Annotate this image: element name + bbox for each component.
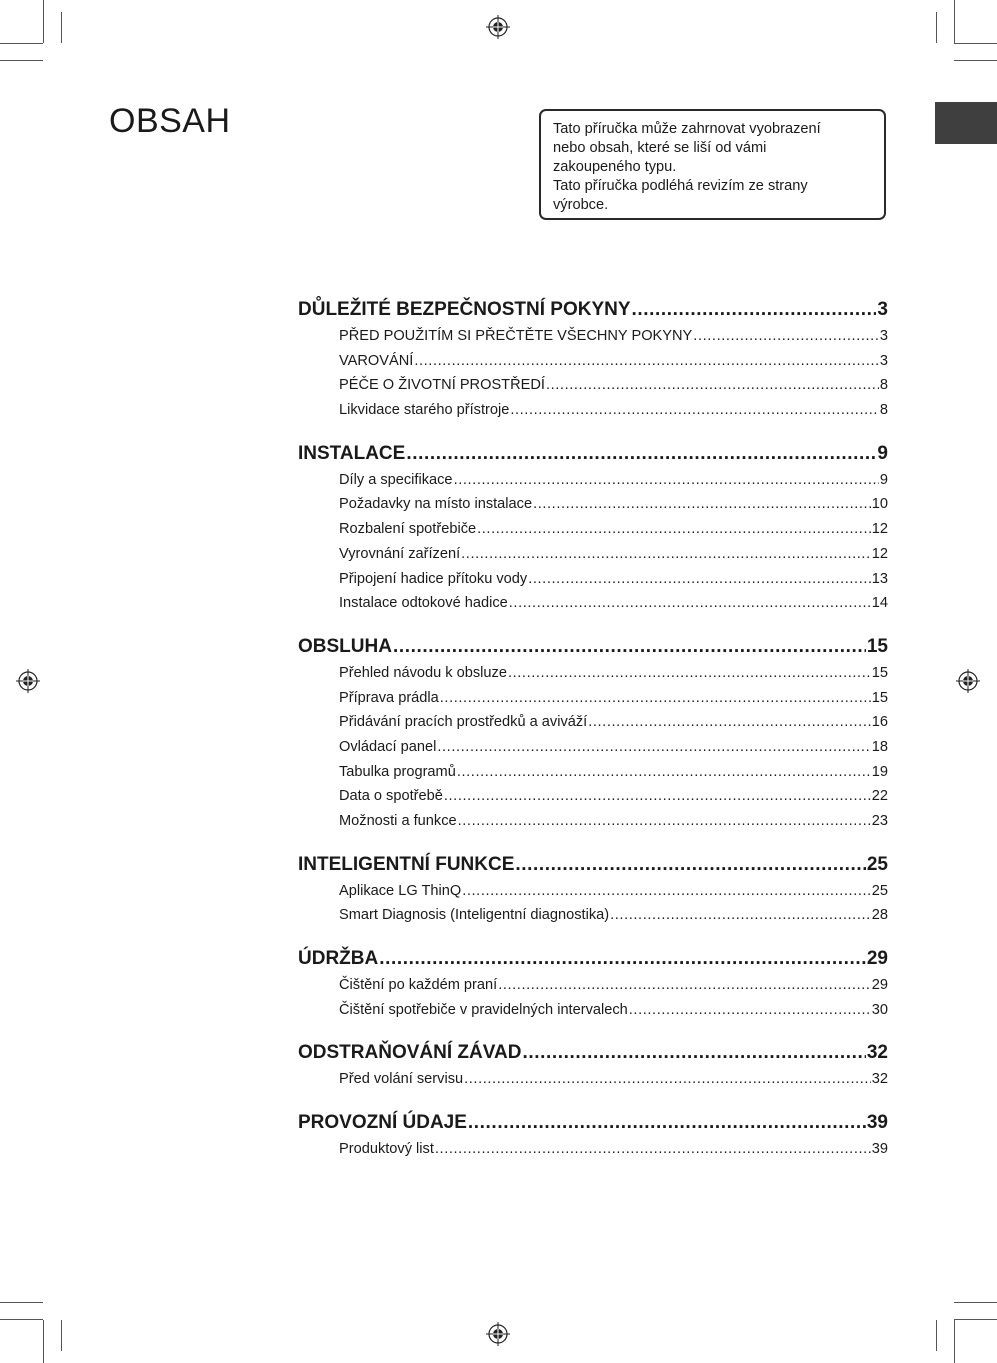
dot-leader — [515, 851, 865, 879]
toc-page-number: 28 — [871, 907, 888, 924]
toc-entry[interactable] — [298, 373, 888, 398]
dot-leader — [458, 809, 871, 834]
crop-mark — [954, 1320, 955, 1363]
toc-entry-title: Připojení hadice přítoku vody — [339, 570, 528, 587]
toc-entry-title: Před volání servisu — [339, 1071, 464, 1088]
crop-mark — [0, 60, 43, 61]
toc-entry-title: Možnosti a funkce — [339, 813, 457, 829]
toc-section-title: PROVOZNÍ ÚDAJE — [298, 1112, 467, 1134]
toc-page-number: 3 — [877, 299, 888, 320]
dot-leader — [461, 542, 871, 567]
dot-leader — [406, 440, 876, 468]
toc-entry[interactable] — [298, 784, 888, 809]
dot-leader — [457, 760, 871, 785]
toc-entry[interactable] — [298, 517, 888, 542]
dot-leader — [533, 492, 871, 517]
toc-page-number: 14 — [871, 595, 888, 612]
toc-page-number: 32 — [866, 1042, 888, 1064]
registration-mark-icon — [485, 14, 511, 40]
toc-entry[interactable] — [298, 492, 888, 517]
toc-page-number: 10 — [871, 496, 888, 513]
note-line: nebo obsah, které se liší od vámi — [553, 140, 767, 156]
dot-leader — [435, 1137, 871, 1162]
toc-entry[interactable] — [298, 567, 888, 592]
toc-entry[interactable] — [298, 686, 888, 711]
toc-entry[interactable] — [298, 591, 888, 616]
toc-section-heading[interactable] — [298, 633, 888, 661]
crop-mark — [954, 60, 997, 61]
dot-leader — [468, 1109, 866, 1137]
dot-leader — [498, 973, 871, 998]
toc-page-number: 8 — [879, 377, 888, 394]
section-tab-marker — [935, 102, 997, 144]
toc-page-number: 39 — [871, 1141, 888, 1158]
page-title: OBSAH — [109, 102, 231, 140]
toc-section-title: ODSTRAŇOVÁNÍ ZÁVAD — [298, 1042, 522, 1064]
dot-leader — [477, 517, 871, 542]
toc-page-number: 9 — [877, 442, 888, 464]
toc-entry[interactable] — [298, 398, 888, 423]
crop-mark — [0, 43, 43, 44]
note-line: zakoupeného typu. — [553, 159, 677, 175]
toc-section-title: INSTALACE — [298, 442, 406, 464]
toc-entry[interactable] — [298, 879, 888, 904]
dot-leader — [546, 373, 879, 398]
toc-section — [298, 1039, 888, 1092]
toc-page-number: 12 — [871, 521, 888, 538]
table-of-contents — [298, 296, 888, 1162]
crop-mark — [954, 1319, 997, 1320]
toc-entry-title: VAROVÁNÍ — [339, 352, 414, 369]
toc-entry[interactable] — [298, 1067, 888, 1092]
dot-leader — [508, 661, 871, 686]
toc-entry-title: Tabulka programů — [339, 763, 456, 780]
toc-entry-title: Vyrovnání zařízení — [339, 545, 461, 562]
dot-leader — [454, 468, 879, 493]
toc-section-title: ÚDRŽBA — [298, 948, 379, 970]
toc-entry[interactable] — [298, 349, 888, 374]
toc-entry-title: Příprava prádla — [339, 689, 439, 706]
crop-mark — [0, 1319, 43, 1320]
toc-section — [298, 945, 888, 1022]
toc-entry[interactable] — [298, 973, 888, 998]
dot-leader — [693, 324, 879, 349]
toc-entry-title: Čištění spotřebiče v pravidelných intervalech — [339, 1001, 628, 1018]
toc-section — [298, 851, 888, 928]
toc-entry-title: Aplikace LG ThinQ — [339, 882, 462, 899]
crop-mark — [936, 1320, 937, 1351]
note-line: Tato příručka podléhá revizím ze strany — [553, 178, 808, 194]
toc-entry[interactable] — [298, 324, 888, 349]
dot-leader — [610, 903, 871, 928]
dot-leader — [632, 296, 877, 324]
dot-leader — [379, 945, 866, 973]
toc-entry[interactable] — [298, 998, 888, 1023]
crop-mark — [43, 1320, 44, 1363]
toc-section-title: DŮLEŽITÉ BEZPEČNOSTNÍ POKYNY — [298, 299, 631, 320]
toc-page-number: 22 — [871, 788, 888, 805]
toc-page-number: 23 — [871, 813, 888, 829]
toc-entry[interactable] — [298, 710, 888, 735]
toc-page-number: 32 — [871, 1071, 888, 1088]
toc-page-number: 29 — [866, 948, 888, 970]
toc-entry[interactable] — [298, 542, 888, 567]
dot-leader — [528, 567, 871, 592]
toc-section-heading[interactable] — [298, 1039, 888, 1067]
toc-entry[interactable] — [298, 809, 888, 834]
toc-page-number: 8 — [879, 402, 888, 419]
toc-entry-title: Díly a specifikace — [339, 471, 453, 488]
toc-entry-title: Přehled návodu k obsluze — [339, 664, 507, 681]
toc-page-number: 15 — [871, 664, 888, 681]
toc-section — [298, 1109, 888, 1162]
dot-leader — [393, 633, 866, 661]
toc-section-title: OBSLUHA — [298, 635, 392, 657]
toc-entry-title: Produktový list — [339, 1141, 434, 1158]
dot-leader — [510, 398, 879, 423]
toc-entry-title: Ovládací panel — [339, 738, 437, 755]
toc-entry-title: Čištění po každém praní — [339, 977, 498, 994]
toc-section — [298, 296, 888, 423]
toc-page-number: 18 — [871, 738, 888, 755]
toc-page-number: 25 — [866, 853, 888, 875]
toc-page-number: 15 — [871, 689, 888, 706]
toc-entry[interactable] — [298, 468, 888, 493]
crop-mark — [954, 0, 955, 43]
toc-entry[interactable] — [298, 760, 888, 785]
toc-page-number: 9 — [879, 471, 888, 488]
dot-leader — [440, 686, 871, 711]
crop-mark — [936, 12, 937, 43]
note-line: Tato příručka může zahrnovat vyobrazení — [553, 121, 821, 137]
toc-section-heading[interactable] — [298, 296, 888, 324]
toc-section-heading[interactable] — [298, 1109, 888, 1137]
toc-entry-title: Rozbalení spotřebiče — [339, 521, 477, 538]
crop-mark — [954, 1302, 997, 1303]
crop-mark — [61, 1320, 62, 1351]
toc-entry-title: Přidávání pracích prostředků a aviváží — [339, 714, 588, 731]
toc-section — [298, 440, 888, 616]
toc-entry-title: Instalace odtokové hadice — [339, 595, 508, 612]
toc-entry-title: Data o spotřebě — [339, 788, 443, 805]
toc-page-number: 3 — [879, 352, 888, 369]
disclaimer-note — [539, 109, 886, 220]
toc-page-number: 15 — [866, 635, 888, 657]
toc-entry-title: Smart Diagnosis (Inteligentní diagnostika) — [339, 907, 610, 924]
toc-entry-title: Požadavky na místo instalace — [339, 496, 533, 513]
toc-entry[interactable] — [298, 735, 888, 760]
toc-page-number: 16 — [871, 714, 888, 731]
crop-mark — [954, 43, 997, 44]
toc-page-number: 13 — [871, 570, 888, 587]
toc-section-title: INTELIGENTNÍ FUNKCE — [298, 853, 515, 875]
dot-leader — [462, 879, 871, 904]
toc-section-heading[interactable] — [298, 945, 888, 973]
toc-section — [298, 633, 888, 834]
toc-entry[interactable] — [298, 661, 888, 686]
toc-page-number: 30 — [871, 1001, 888, 1018]
toc-page-number: 3 — [879, 328, 888, 344]
toc-entry-title: Likvidace starého přístroje — [339, 402, 510, 419]
toc-page-number: 39 — [866, 1112, 888, 1134]
toc-page-number: 29 — [871, 977, 888, 994]
dot-leader — [437, 735, 870, 760]
toc-entry[interactable] — [298, 903, 888, 928]
toc-section-heading[interactable] — [298, 851, 888, 879]
dot-leader — [444, 784, 871, 809]
registration-mark-icon — [955, 668, 981, 694]
dot-leader — [629, 998, 871, 1023]
registration-mark-icon — [485, 1321, 511, 1347]
toc-page-number: 12 — [871, 545, 888, 562]
registration-mark-icon — [15, 668, 41, 694]
toc-entry-title: PÉČE O ŽIVOTNÍ PROSTŘEDÍ — [339, 377, 545, 394]
toc-page-number: 25 — [871, 882, 888, 899]
dot-leader — [588, 710, 871, 735]
toc-page-number: 19 — [871, 763, 888, 780]
toc-entry-title: PŘED POUŽITÍM SI PŘEČTĚTE VŠECHNY POKYNY — [339, 328, 693, 344]
dot-leader — [464, 1067, 871, 1092]
toc-section-heading[interactable] — [298, 440, 888, 468]
dot-leader — [509, 591, 871, 616]
crop-mark — [61, 12, 62, 43]
dot-leader — [414, 349, 879, 374]
crop-mark — [0, 1302, 43, 1303]
note-line: výrobce. — [553, 197, 609, 213]
crop-mark — [43, 0, 44, 43]
toc-entry[interactable] — [298, 1137, 888, 1162]
dot-leader — [522, 1039, 865, 1067]
